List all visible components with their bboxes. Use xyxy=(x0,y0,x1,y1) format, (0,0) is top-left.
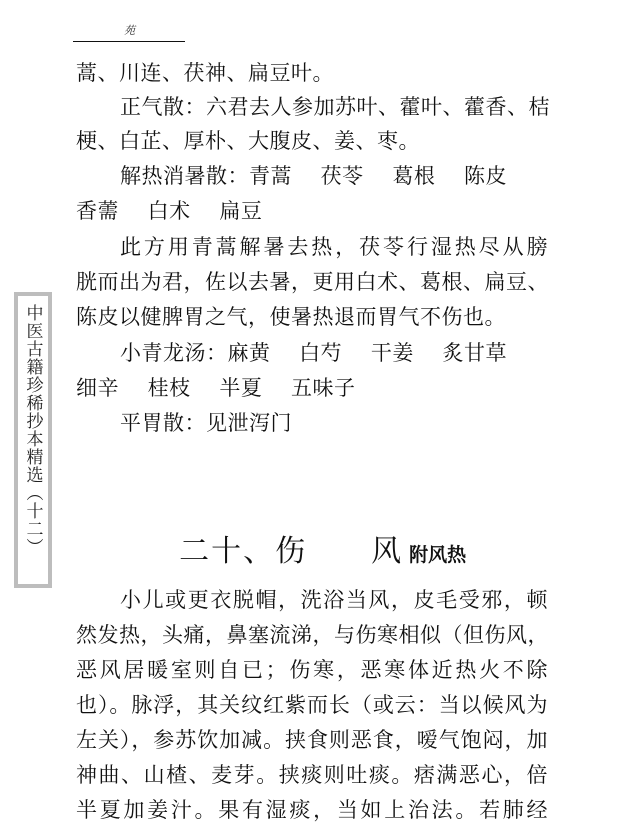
text-line-3: 梗、白芷、厚朴、大腹皮、姜、枣。 xyxy=(76,129,420,153)
text-line-1: 蒿、川连、茯神、扁豆叶。 xyxy=(76,61,334,85)
text-line-9: 小青龙汤：麻黄 白芍 干姜 炙甘草 xyxy=(120,341,508,365)
text-line-11: 平胃散：见泄泻门 xyxy=(120,411,292,435)
body-line-2: 然发热，头痛，鼻塞流涕，与伤寒相似（但伤风， xyxy=(76,623,549,647)
section-heading xyxy=(156,492,466,575)
header-rule xyxy=(73,41,185,42)
running-header-mark: 苑 xyxy=(124,24,135,37)
body-line-1: 小儿或更衣脱帽，洗浴当风，皮毛受邪，顿 xyxy=(120,588,548,612)
text-line-6: 此方用青蒿解暑去热，茯苓行湿热尽从膀 xyxy=(120,235,548,259)
section-heading-subtitle: 附风热 xyxy=(409,544,467,566)
section-heading-title: 二十、伤 风 xyxy=(179,534,404,569)
series-side-label-inner xyxy=(18,296,48,584)
body-line-4: 也）。脉浮，其关纹红紫而长（或云：当以候风为 xyxy=(76,693,548,717)
body-line-6: 神曲、山楂、麦芽。挟痰则吐痰。痞满恶心，倍 xyxy=(76,763,548,787)
text-line-5: 香薷 白术 扁豆 xyxy=(76,199,263,223)
body-line-3: 恶风居暖室则自已；伤寒，恶寒体近热火不除 xyxy=(76,658,548,682)
text-line-8: 陈皮以健脾胃之气，使暑热退而胃气不伤也。 xyxy=(76,305,506,329)
series-title: 中医古籍珍稀抄本精选（十二） xyxy=(22,304,43,556)
body-line-7: 半夏加姜汁。果有湿痰，当如上治法。若肺经 xyxy=(76,798,548,822)
body-line-5: 左关），参苏饮加减。挟食则恶食，嗳气饱闷，加 xyxy=(76,728,548,752)
series-side-label xyxy=(14,292,52,588)
text-line-10: 细辛 桂枝 半夏 五味子 xyxy=(76,376,356,400)
text-line-2: 正气散：六君去人参加苏叶、藿叶、藿香、桔 xyxy=(120,95,550,119)
text-line-4: 解热消暑散：青蒿 茯苓 葛根 陈皮 xyxy=(120,164,508,188)
text-line-7: 胱而出为君，佐以去暑，更用白术、葛根、扁豆、 xyxy=(76,270,549,294)
